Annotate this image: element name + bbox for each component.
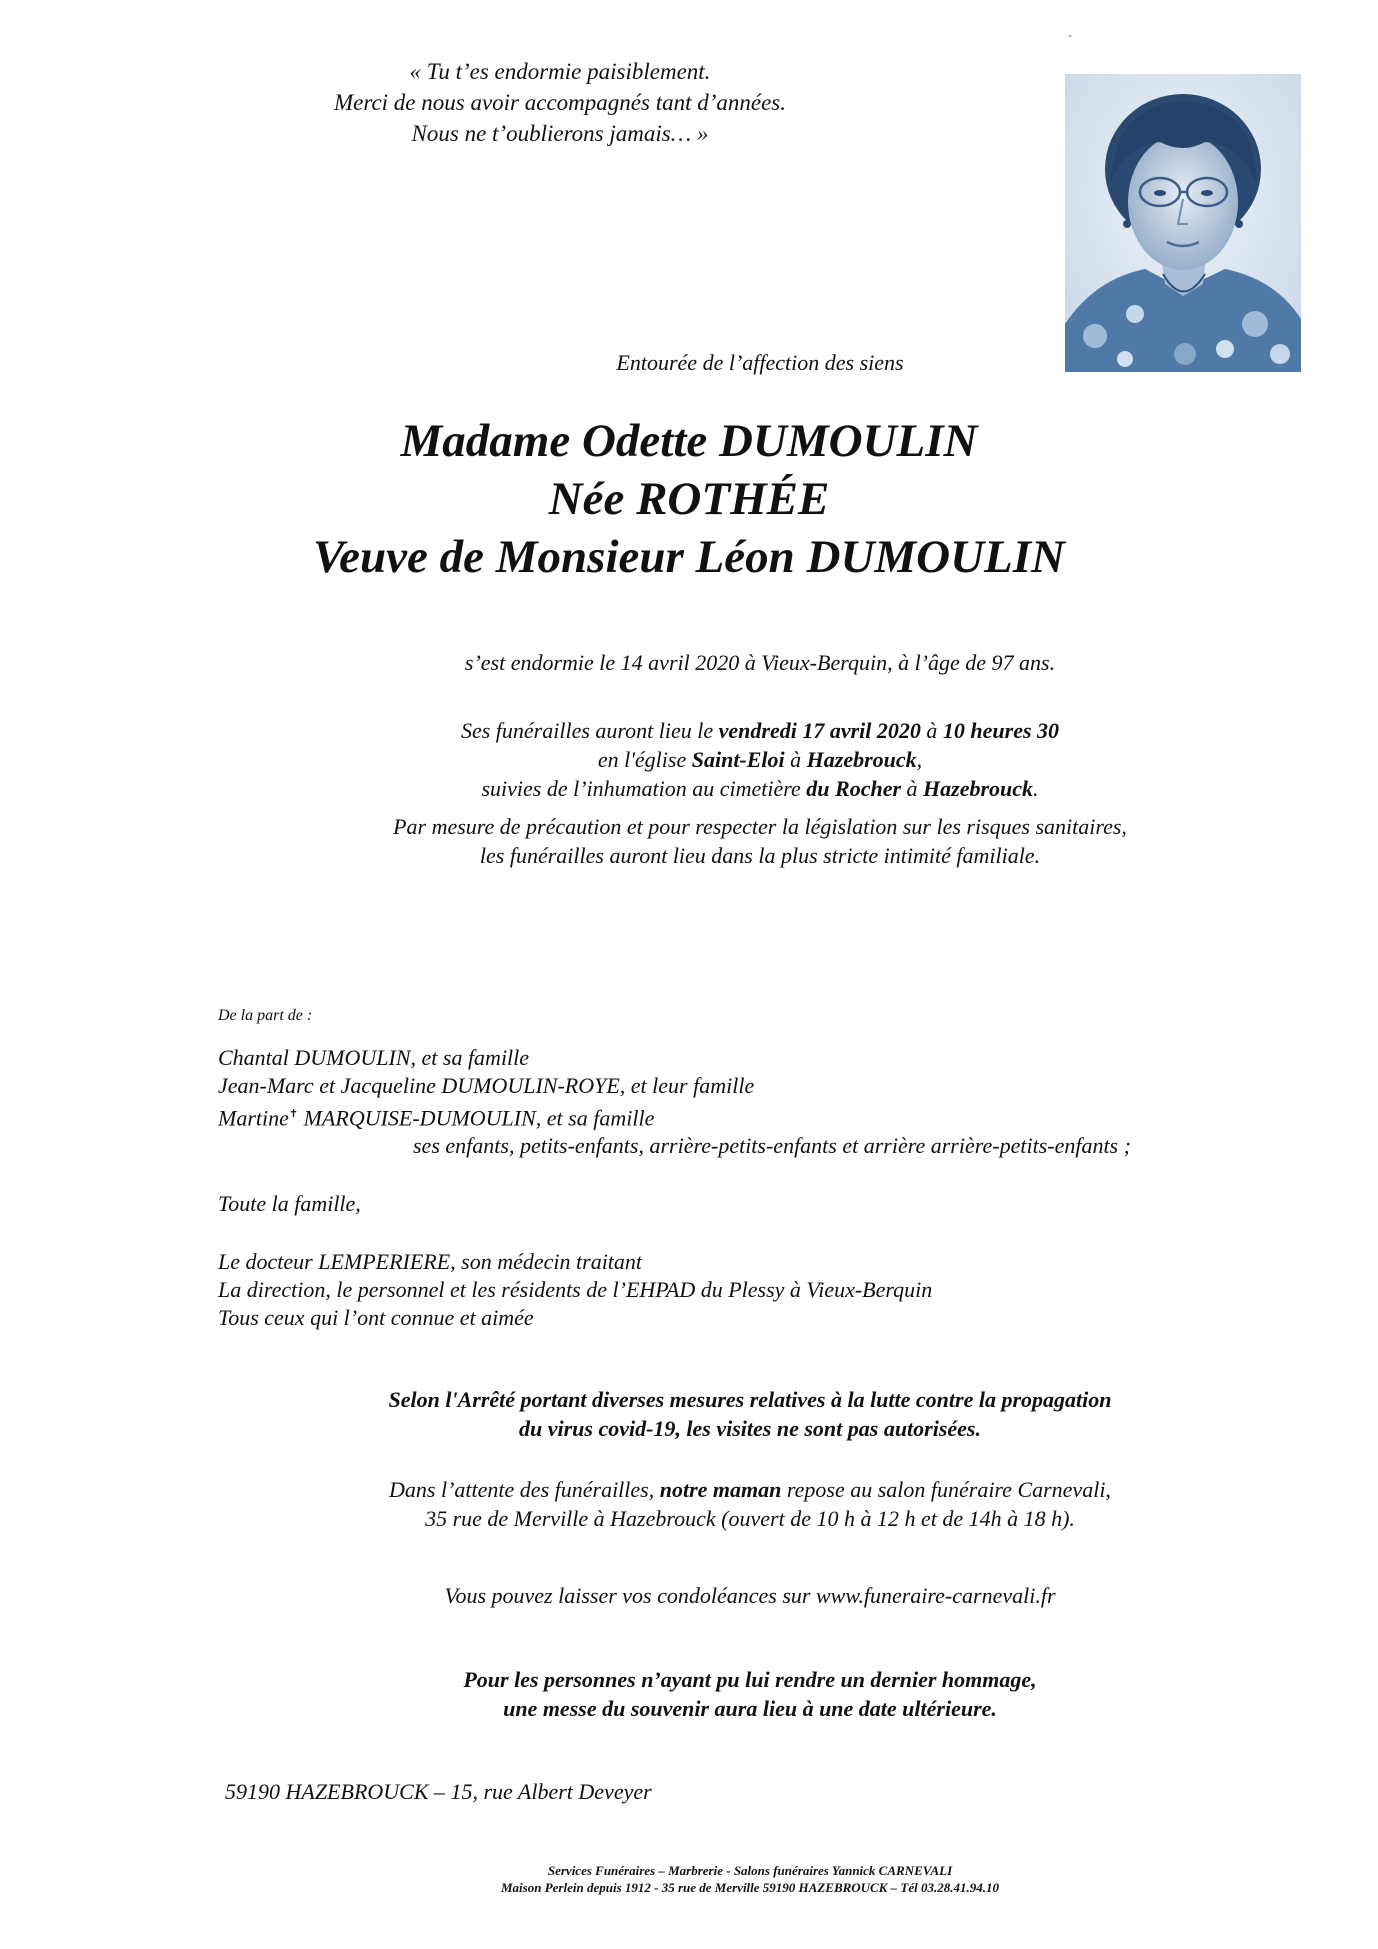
intro-line: Entourée de l’affection des siens [616,350,904,375]
family-doctor: Le docteur LEMPERIERE, son médecin traitant [218,1249,643,1275]
deceased-widow-of: Veuve de Monsieur Léon DUMOULIN [313,531,1065,583]
family-whole: Toute la famille, [218,1191,361,1217]
deceased-names [150,412,1228,586]
portrait-photo [1065,74,1301,372]
family-member: Martine✝ MARQUISE-DUMOULIN, et sa famille [218,1105,655,1131]
from-label: De la part de : [218,1007,313,1024]
footer-line: Services Funéraires – Marbrerie - Salons funéraires Yannick CARNEVALI [547,1863,953,1878]
death-notice: s’est endormie le 14 avril 2020 à Vieux-Berquin, à l’âge de 97 ans. [464,650,1056,675]
quote-line: Nous ne t’oublierons jamais… » [411,121,709,146]
quote-line: « Tu t’es endormie paisiblement. [409,59,711,84]
footer [250,1862,1250,1896]
covid-line: du virus covid-19, les visites ne sont pas autorisées. [518,1416,981,1441]
precaution-notice [250,812,1270,870]
funeral-date-line: Ses funérailles auront lieu le vendredi 17 avril 2020 à 10 heures 30 [460,718,1060,743]
deceased-birth-name: Née ROTHÉE [548,473,830,525]
memorial-line: Pour les personnes n’ayant pu lui rendre un dernier hommage, [463,1667,1037,1692]
deceased-name: Madame Odette DUMOULIN [400,415,978,467]
covid-notice [250,1385,1250,1443]
funeral-details [250,716,1270,803]
memorial-line: une messe du souvenir aura lieu à une date ultérieure. [503,1696,997,1721]
family-address: 59190 HAZEBROUCK – 15, rue Albert Deveyer [225,1779,652,1804]
family-member: Chantal DUMOULIN, et sa famille [218,1045,530,1070]
condolences-line: Vous pouvez laisser vos condoléances sur www.funeraire-carnevali.fr [444,1583,1056,1608]
salon-notice [250,1475,1250,1533]
cross-icon: ✝ [288,1108,299,1120]
salon-line: Dans l’attente des funérailles, notre maman repose au salon funéraire Carnevali, [389,1477,1111,1502]
family-member: Jean-Marc et Jacqueline DUMOULIN-ROYE, et leur famille [218,1073,755,1098]
quote-line: Merci de nous avoir accompagnés tant d’années. [333,90,786,115]
salon-line: 35 rue de Merville à Hazebrouck (ouvert de 10 h à 12 h et de 14h à 18 h). [425,1506,1075,1531]
memorial-mass-notice [250,1665,1250,1723]
funeral-cemetery-line: suivies de l’inhumation au cimetière du Rocher à Hazebrouck. [481,776,1039,801]
family-list [218,1044,1338,1332]
precaution-line: les funérailles auront lieu dans la plus stricte intimité familiale. [479,843,1041,868]
portrait-image [1065,74,1301,372]
epigraph-quote [250,56,870,149]
funeral-church-line: en l'église Saint-Eloi à Hazebrouck, [597,747,923,772]
precaution-line: Par mesure de précaution et pour respecter la législation sur les risques sanitaires, [393,814,1127,839]
covid-line: Selon l'Arrêté portant diverses mesures relatives à la lutte contre la propagation [388,1387,1112,1412]
family-all: Tous ceux qui l’ont connue et aimée [218,1305,534,1331]
corner-mark: - [1068,28,1072,42]
footer-line: Maison Perlein depuis 1912 - 35 rue de Merville 59190 HAZEBROUCK – Tél 03.28.41.94.10 [501,1880,999,1895]
family-ehpad: La direction, le personnel et les résidents de l’EHPAD du Plessy à Vieux-Berquin [218,1277,933,1303]
family-descendants: ses enfants, petits-enfants, arrière-petits-enfants et arrière arrière-petits-enfants ; [413,1133,1131,1159]
